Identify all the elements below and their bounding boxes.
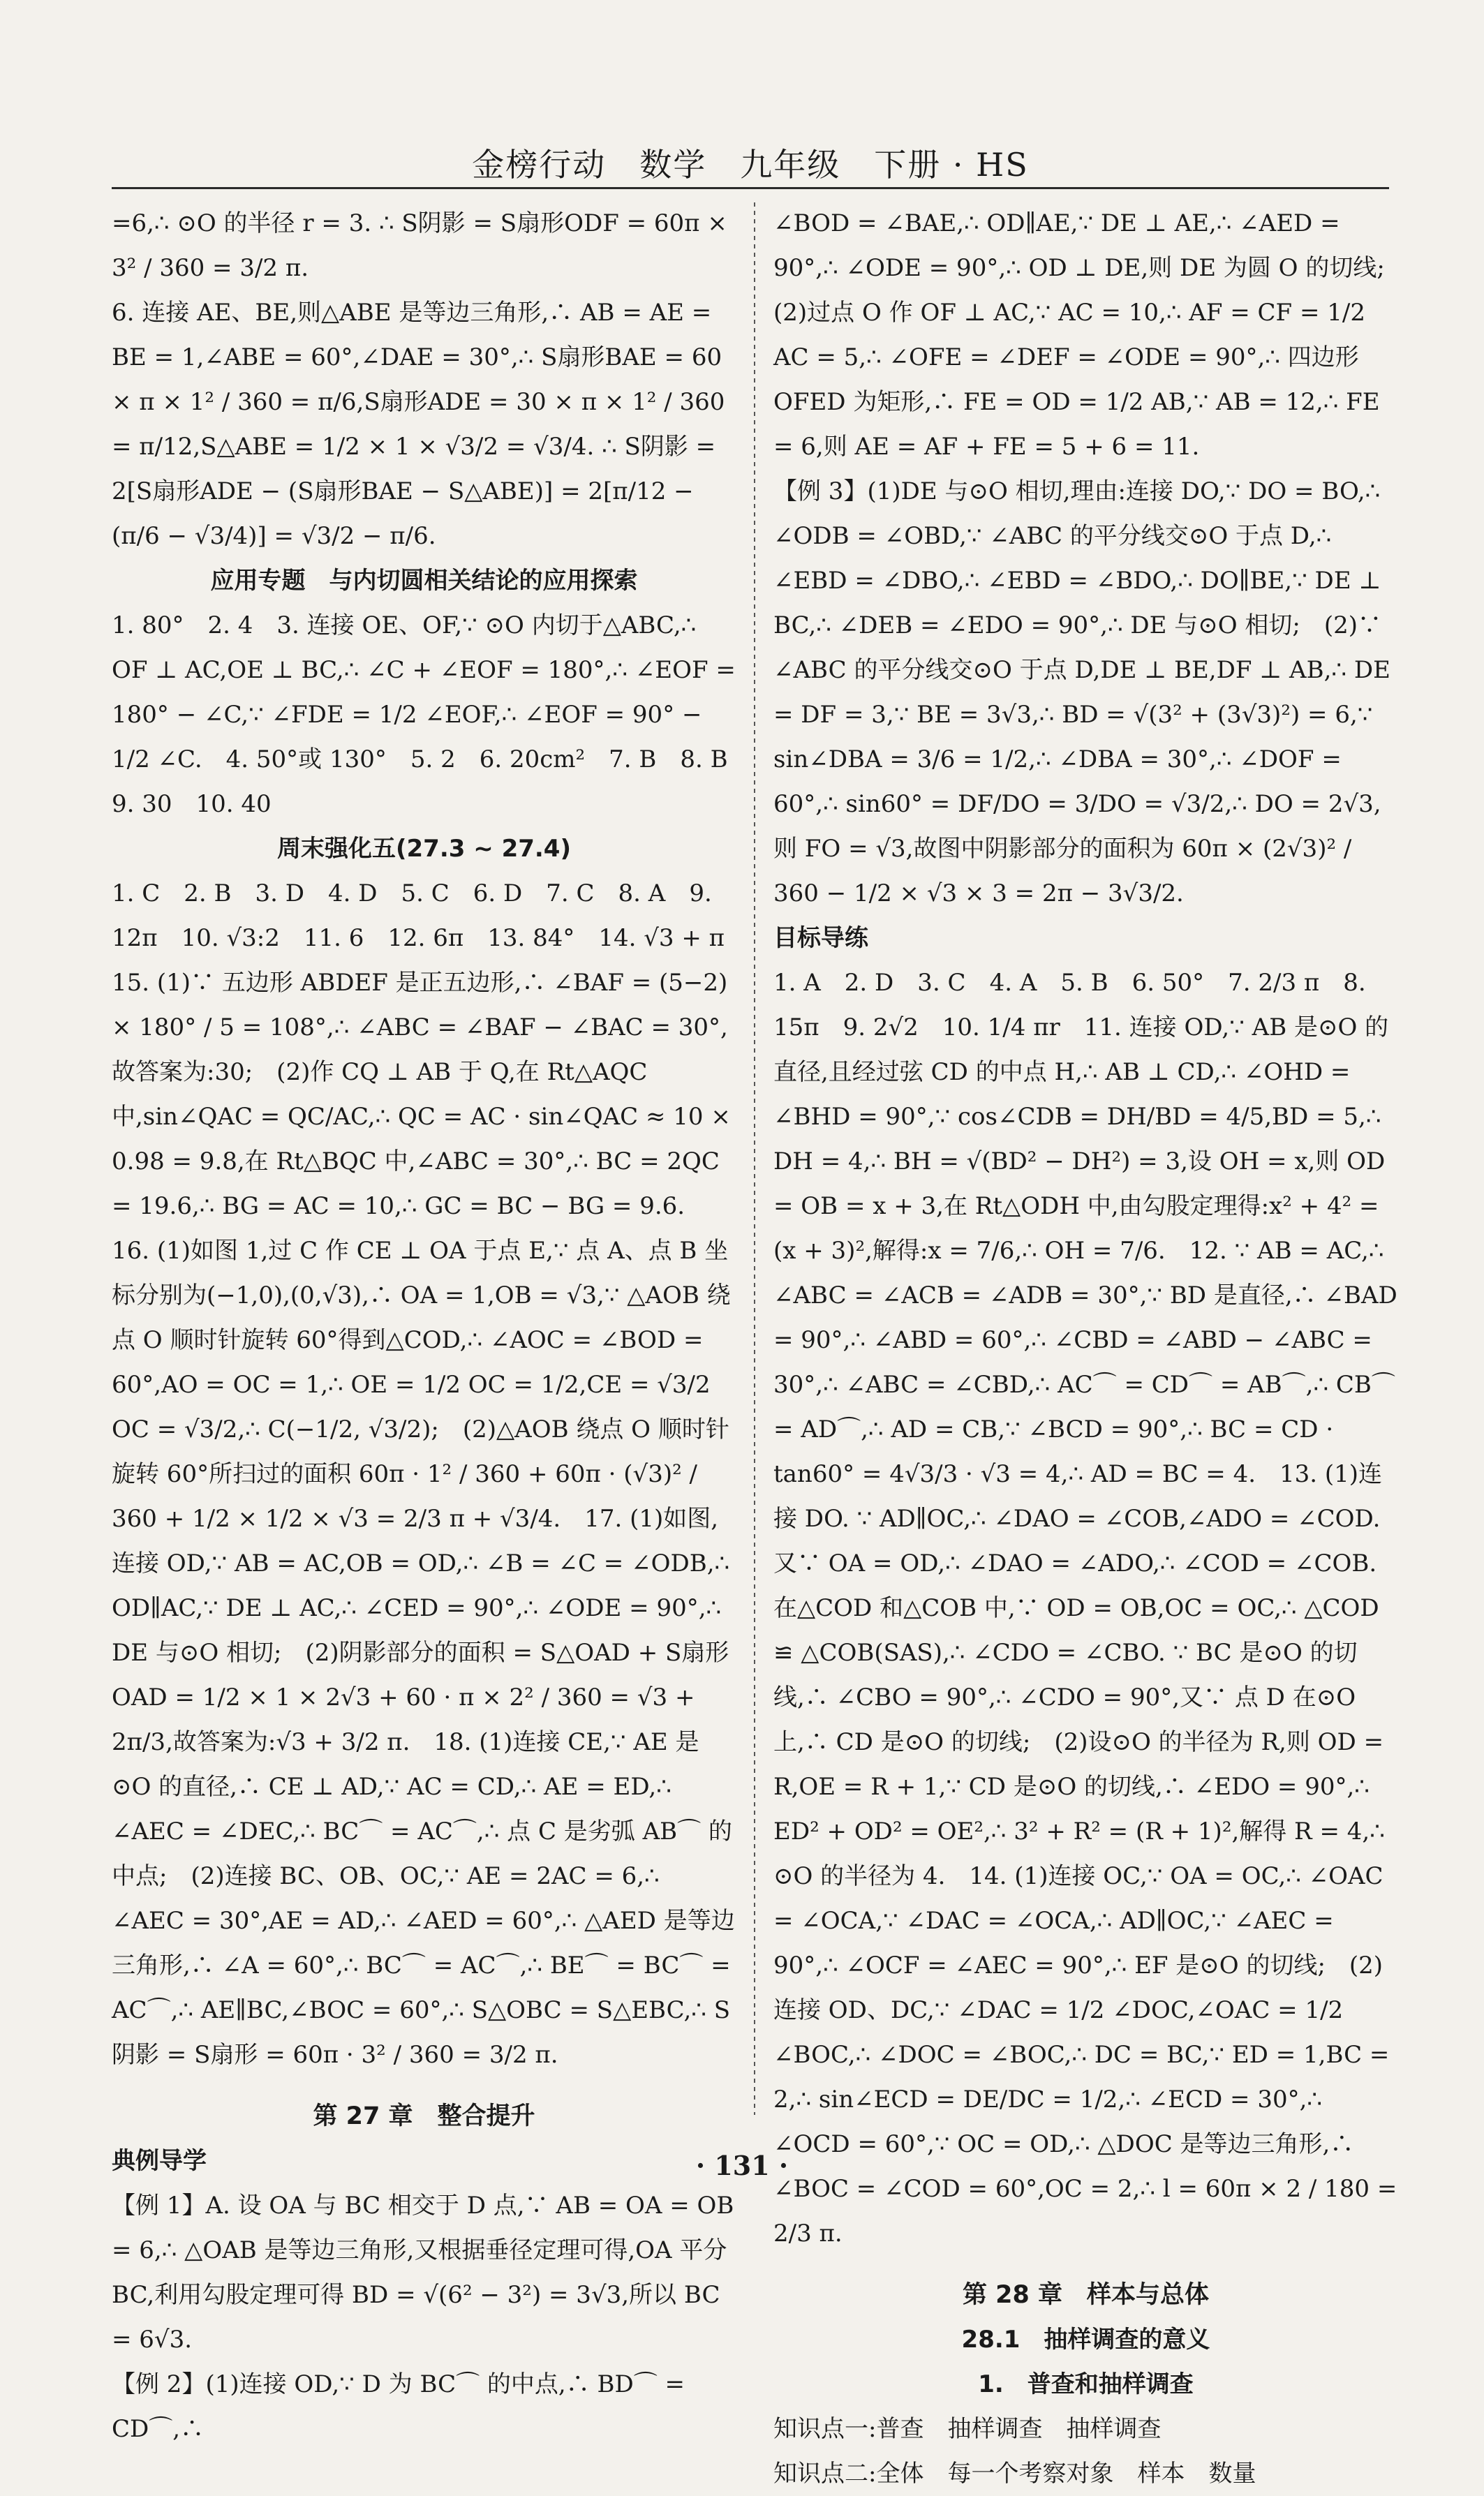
- right-para-1: ∠BOD = ∠BAE,∴ OD∥AE,∵ DE ⊥ AE,∴ ∠AED = 90°,∴ ∠ODE = 90°,∴ OD ⊥ DE,则 DE 为圆 O 的切线; (2)过点 O 作 OF ⊥ AC,∵ AC = 10,∴ AF = CF = 1/2 AC = 5,∴ ∠OFE = ∠DEF = ∠ODE = 90°,∴ 四边形 OFED 为矩形,∴ FE = OD = 1/2 AB,∵ AB = 12,∴ FE = 6,则 AE = AF + FE = 5 + 6 = 11.: [773, 209, 1409, 461]
- sub-heading-examples: 典例导学: [112, 2147, 207, 2175]
- right-para-2: 【例 3】(1)DE 与⊙O 相切,理由:连接 DO,∵ DO = BO,∴ ∠ODB = ∠OBD,∵ ∠ABC 的平分线交⊙O 于点 D,∴ ∠EBD = ∠DBO,∴ ∠EBD = ∠BDO,∴ DO∥BE,∵ DE ⊥ BC,∴ ∠DEB = ∠EDO = 90°,∴ DE 与⊙O 相切; (2)∵ ∠ABC 的平分线交⊙O 于点 D,DE ⊥ BE,DF ⊥ AB,∴ DE = DF = 3,∵ BE = 3√3,∴ BD = √(3² + (3√3)²) = 6,∵ sin∠DBA = 3/6 = 1/2,∴ ∠DBA = 30°,∴ ∠DOF = 60°,∴ sin60° = DF/DO = 3/DO = √3/2,∴ DO = 2√3,则 FO = √3,故图中阴影部分的面积为 60π × (2√3)² / 360 − 1/2 × √3 × 3 = 2π − 3√3/2.: [773, 477, 1390, 907]
- right-para-3: 1. A 2. D 3. C 4. A 5. B 6. 50° 7. 2/3 π 8. 15π 9. 2√2 10. 1/4 πr 11. 连接 OD,∵ AB 是⊙O 的直径,且经过弦 CD 的中点 H,∴ AB ⊥ CD,∴ ∠OHD = ∠BHD = 90°,∵ cos∠CDB = DH/BD = 4/5,BD = 5,∴ DH = 4,∴ BH = √(BD² − DH²) = 3,设 OH = x,则 OD = OB = x + 3,在 Rt△ODH 中,由勾股定理得:x² + 4² = (x + 3)²,解得:x = 7/6,∴ OH = 7/6. 12. ∵ AB = AC,∴ ∠ABC = ∠ACB = ∠ADB = 30°,∵ BD 是直径,∴ ∠BAD = 90°,∴ ∠ABD = 60°,∴ ∠CBD = ∠ABD − ∠ABC = 30°,∴ ∠ABC = ∠CBD,∴ AC⌒ = CD⌒ = AB⌒,∴ CB⌒ = AD⌒,∴ AD = CB,∵ ∠BCD = 90°,∴ BC = CD · tan60° = 4√3/3 · √3 = 4,∴ AD = BC = 4. 13. (1)连接 DO. ∵ AD∥OC,∴ ∠DAO = ∠COB,∠ADO = ∠COD. 又∵ OA = OD,∴ ∠DAO = ∠ADO,∴ ∠COD = ∠COB. 在△COD 和△COB 中,∵ OD = OB,OC = OC,∴ △COD ≌ △COB(SAS),∴ ∠CDO = ∠CBO. ∵ BC 是⊙O 的切线,∴ ∠CBO = 90°,∴ ∠CDO = 90°,又∵ 点 D 在⊙O 上,∴ CD 是⊙O 的切线; (2)设⊙O 的半径为 R,则 OD = R,OE = R + 1,∵ CD 是⊙O 的切线,∴ ∠EDO = 90°,∴ ED² + OD² = OE²,∴ 3² + R² = (R + 1)²,解得 R = 4,∴ ⊙O 的半径为 4. 14. (1)连接 OC,∵ OA = OC,∴ ∠OAC = ∠OCA,∵ ∠DAC = ∠OCA,∴ AD∥OC,∵ ∠AEC = 90°,∴ ∠OCF = ∠AEC = 90°,∴ EF 是⊙O 的切线; (2)连接 OD、DC,∵ ∠DAC = 1/2 ∠DOC,∠OAC = 1/2 ∠BOC,∴ ∠DOC = ∠BOC,∴ DC = BC,∵ ED = 1,BC = 2,∴ sin∠ECD = DE/DC = 1/2,∴ ∠ECD = 30°,∴ ∠OCD = 60°,∵ OC = OD,∴ △DOC 是等边三角形,∴ ∠BOC = ∠COD = 60°,OC = 2,∴ l = 60π × 2 / 180 = 2/3 π.: [773, 969, 1397, 2248]
- column-divider: [754, 202, 755, 2115]
- left-para-4: 1. C 2. B 3. D 4. D 5. C 6. D 7. C 8. A 9. 12π 10. √3:2 11. 6 12. 6π 13. 84° 14. √3 + π 15. (1)∵ 五边形 ABDEF 是正五边形,∴ ∠BAF = (5−2) × 180° / 5 = 108°,∴ ∠ABC = ∠BAF − ∠BAC = 30°,故答案为:30; (2)作 CQ ⊥ AB 于 Q,在 Rt△AQC 中,sin∠QAC = QC/AC,∴ QC = AC · sin∠QAC ≈ 10 × 0.98 = 9.8,在 Rt△BQC 中,∠ABC = 30°,∴ BC = 2QC = 19.6,∴ BG = AC = 10,∴ GC = BC − BG = 9.6.: [112, 879, 749, 1220]
- left-para-2: 6. 连接 AE、BE,则△ABE 是等边三角形,∴ AB = AE = BE = 1,∠ABE = 60°,∠DAE = 30°,∴ S扇形BAE = 60 × π × 1² / 360 = π/6,S扇形ADE = 30 × π × 1² / 360 = π/12,S△ABE = 1/2 × 1 × √3/2 = √3/4. ∴ S阴影 = 2[S扇形ADE − (S扇形BAE − S△ABE)] = 2[π/12 − (π/6 − √3/4)] = √3/2 − π/6.: [112, 299, 725, 550]
- section-heading-incircle: 应用专题 与内切圆相关结论的应用探索: [210, 567, 638, 595]
- left-para-3: 1. 80° 2. 4 3. 连接 OE、OF,∵ ⊙O 内切于△ABC,∴ OF ⊥ AC,OE ⊥ BC,∴ ∠C + ∠EOF = 180°,∴ ∠EOF = 180° − ∠C,∵ ∠FDE = 1/2 ∠EOF,∴ ∠EOF = 90° − 1/2 ∠C. 4. 50°或 130° 5. 2 6. 20cm² 7. B 8. B 9. 30 10. 40: [112, 611, 752, 818]
- chapter-heading-27: 第 27 章 整合提升: [313, 2102, 535, 2130]
- left-para-7: 【例 2】(1)连接 OD,∵ D 为 BC⌒ 的中点,∴ BD⌒ = CD⌒,∴: [112, 2370, 685, 2443]
- chapter-heading-28: 第 28 章 样本与总体: [962, 2281, 1210, 2309]
- page-number: · 131 ·: [695, 2150, 789, 2181]
- left-para-5: 16. (1)如图 1,过 C 作 CE ⊥ OA 于点 E,∵ 点 A、点 B 坐标分别为(−1,0),(0,√3),∴ OA = 1,OB = √3,∵ △AOB 绕点 O 顺时针旋转 60°得到△COD,∴ ∠AOC = ∠BOD = 60°,AO = OC = 1,∴ OE = 1/2 OC = 1/2,CE = √3/2 OC = √3/2,∴ C(−1/2, √3/2); (2)△AOB 绕点 O 顺时针旋转 60°所扫过的面积 60π · 1² / 360 + 60π · (√3)² / 360 + 1/2 × 1/2 × √3 = 2/3 π + √3/4. 17. (1)如图,连接 OD,∵ AB = AC,OB = OD,∴ ∠B = ∠C = ∠ODB,∴ OD∥AC,∵ DE ⊥ AC,∴ ∠CED = 90°,∴ ∠ODE = 90°,∴ DE 与⊙O 相切; (2)阴影部分的面积 = S△OAD + S扇形OAD = 1/2 × 1 × 2√3 + 60 · π × 2² / 360 = √3 + 2π/3,故答案为:√3 + 3/2 π. 18. (1)连接 CE,∵ AE 是⊙O 的直径,∴ CE ⊥ AD,∵ AC = CD,∴ AE = ED,∴ ∠AEC = ∠DEC,∴ BC⌒ = AC⌒,∴ 点 C 是劣弧 AB⌒ 的中点; (2)连接 BC、OB、OC,∵ AE = 2AC = 6,∴ ∠AEC = 30°,AE = AD,∴ ∠AED = 60°,∴ △AED 是等边三角形,∴ ∠A = 60°,∴ BC⌒ = AC⌒,∴ BE⌒ = BC⌒ = AC⌒,∴ AE∥BC,∠BOC = 60°,∴ S△OBC = S△EBC,∴ S阴影 = S扇形 = 60π · 3² / 360 = 3/2 π.: [112, 1237, 735, 2069]
- knowledge-point-1: 知识点一:普查 抽样调查 抽样调查: [773, 2415, 1162, 2443]
- sub-heading-practice: 目标导练: [773, 924, 868, 952]
- page-header: 金榜行动 数学 九年级 下册 · HS: [472, 146, 1029, 184]
- left-para-1: =6,∴ ⊙O 的半径 r = 3. ∴ S阴影 = S扇形ODF = 60π × 3² / 360 = 3/2 π.: [112, 209, 727, 282]
- header-rule: [112, 187, 1389, 189]
- section-heading-weekend: 周末强化五(27.3 ~ 27.4): [276, 835, 571, 863]
- left-para-6: 【例 1】A. 设 OA 与 BC 相交于 D 点,∵ AB = OA = OB = 6,∴ △OAB 是等边三角形,又根据垂径定理可得,OA 平分 BC,利用勾股定理可得 BD = √(6² − 3²) = 3√3,所以 BC = 6√3.: [112, 2192, 734, 2354]
- subsection-heading-census: 1. 普查和抽样调查: [978, 2370, 1194, 2398]
- section-heading-28-1: 28.1 抽样调查的意义: [961, 2326, 1210, 2354]
- knowledge-point-2: 知识点二:全体 每一个考察对象 样本 数量: [773, 2460, 1256, 2488]
